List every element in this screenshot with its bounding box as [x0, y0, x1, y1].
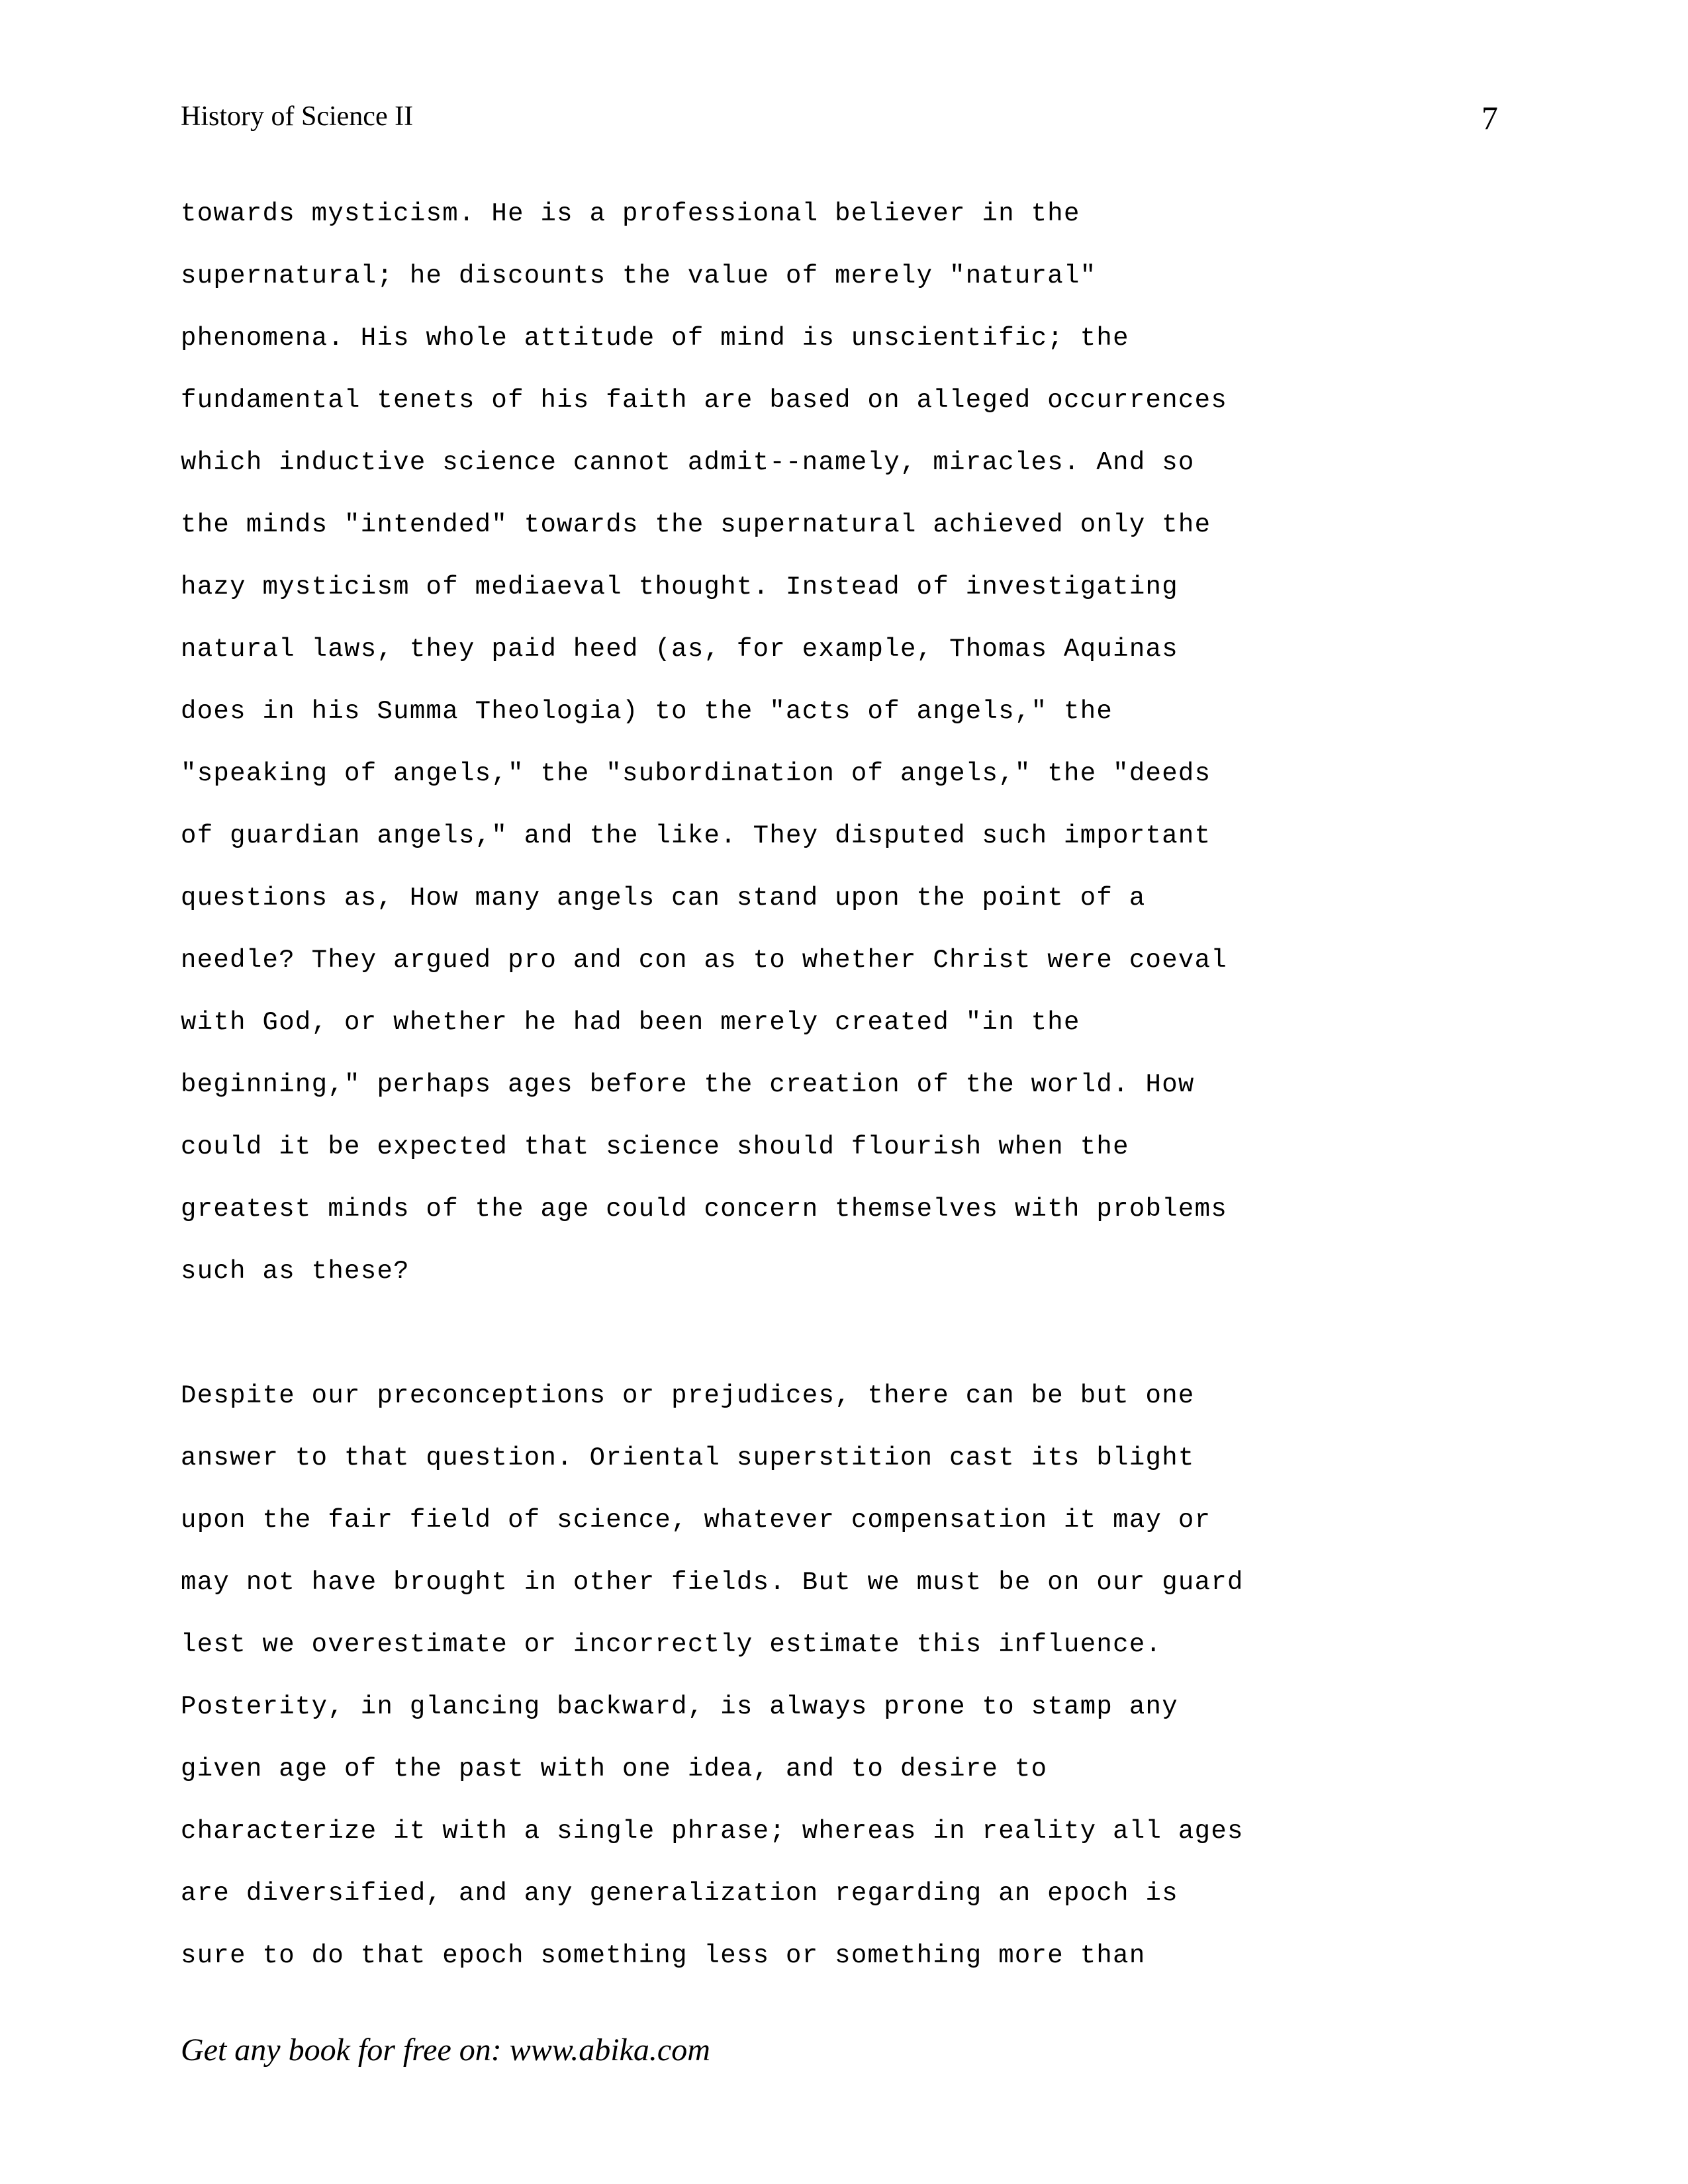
- text-line: needle? They argued pro and con as to whether Christ were coeval: [181, 946, 1228, 975]
- text-line: hazy mysticism of mediaeval thought. Instead of investigating: [181, 572, 1178, 602]
- paragraph-2: [181, 1377, 1306, 1999]
- text-line: may not have brought in other fields. But we must be on our guard: [181, 1568, 1244, 1597]
- text-line: characterize it with a single phrase; whereas in reality all ages: [181, 1817, 1244, 1846]
- text-line: answer to that question. Oriental superstition cast its blight: [181, 1443, 1195, 1473]
- text-line: with God, or whether he had been merely created "in the: [181, 1008, 1080, 1037]
- text-line: greatest minds of the age could concern themselves with problems: [181, 1195, 1228, 1224]
- text-line: natural laws, they paid heed (as, for example, Thomas Aquinas: [181, 635, 1178, 664]
- text-line: supernatural; he discounts the value of merely "natural": [181, 261, 1097, 291]
- text-line: fundamental tenets of his faith are based on alleged occurrences: [181, 386, 1228, 415]
- text-line: could it be expected that science should flourish when the: [181, 1132, 1129, 1161]
- text-line: beginning," perhaps ages before the creation of the world. How: [181, 1070, 1195, 1099]
- footer-promo: Get any book for free on: www.abika.com: [181, 2032, 710, 2068]
- page-number: 7: [1481, 99, 1498, 136]
- text-line: which inductive science cannot admit--namely, miracles. And so: [181, 448, 1195, 477]
- text-line: of guardian angels," and the like. They disputed such important: [181, 821, 1211, 850]
- text-line: upon the fair field of science, whatever compensation it may or: [181, 1506, 1211, 1535]
- text-line: Posterity, in glancing backward, is always prone to stamp any: [181, 1692, 1178, 1721]
- paragraph-1: [181, 195, 1306, 1315]
- text-line: phenomena. His whole attitude of mind is unscientific; the: [181, 324, 1129, 353]
- text-line: "speaking of angels," the "subordination of angels," the "deeds: [181, 759, 1211, 788]
- running-title: History of Science II: [181, 101, 414, 132]
- text-line: such as these?: [181, 1257, 410, 1286]
- text-line: does in his Summa Theologia) to the "acts of angels," the: [181, 697, 1113, 726]
- paragraph-spacer: [181, 1315, 1306, 1377]
- text-line: towards mysticism. He is a professional believer in the: [181, 199, 1080, 228]
- text-line: lest we overestimate or incorrectly estimate this influence.: [181, 1630, 1162, 1659]
- text-line: sure to do that epoch something less or something more than: [181, 1941, 1146, 1970]
- text-line: Despite our preconceptions or prejudices, there can be but one: [181, 1381, 1195, 1410]
- text-line: the minds "intended" towards the supernatural achieved only the: [181, 510, 1211, 539]
- text-line: are diversified, and any generalization regarding an epoch is: [181, 1879, 1178, 1908]
- text-line: given age of the past with one idea, and to desire to: [181, 1754, 1048, 1784]
- text-line: questions as, How many angels can stand upon the point of a: [181, 884, 1146, 913]
- body-text: [181, 195, 1306, 1999]
